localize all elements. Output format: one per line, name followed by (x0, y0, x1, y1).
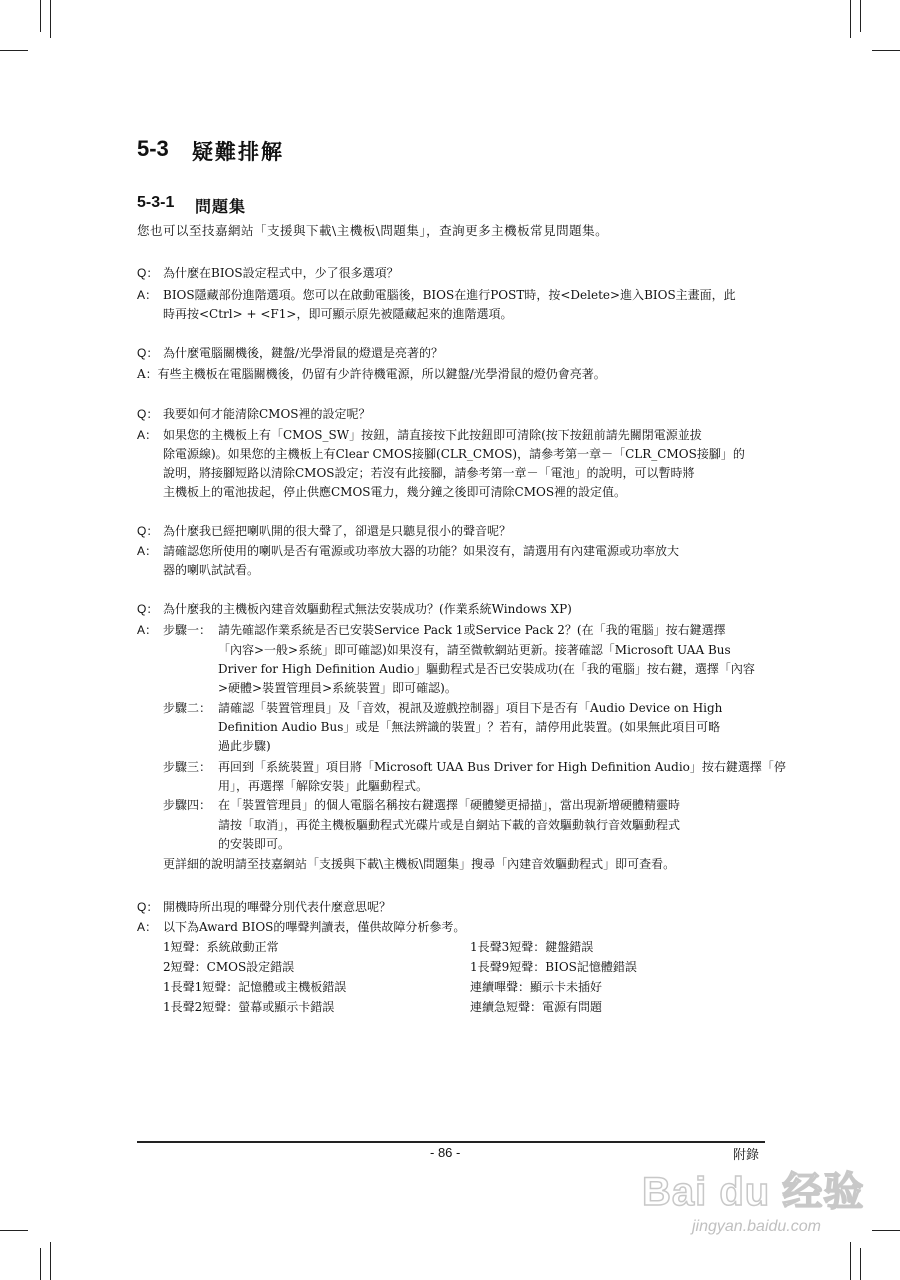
step-1-line: 「內容>一般>系統」即可確認)如果沒有，請至微軟網站更新。接著確認「Microsoft UAA Bus (218, 643, 731, 657)
watermark-url: jingyan.baidu.com (692, 1218, 821, 1235)
answer-6: 以下為Award BIOS的嗶聲判讀表，僅供故障分析參考。 (163, 920, 466, 934)
answer-5-note: 更詳細的說明請至技嘉網站「支援與下載\主機板\問題集」搜尋「內建音效驅動程式」即可查看。 (163, 857, 676, 871)
beep-code: 1短聲：系統啟動正常 (163, 940, 279, 954)
answer-1-line: BIOS隱藏部份進階選項。您可以在啟動電腦後，BIOS在進行POST時，按<Delete>進入BIOS主畫面，此 (163, 288, 736, 302)
answer-label: A： (137, 623, 158, 637)
footer-rule (137, 1141, 765, 1143)
beep-code: 1長聲9短聲：BIOS記憶體錯誤 (470, 960, 637, 974)
question-1: 為什麼在BIOS設定程式中，少了很多選項？ (163, 266, 399, 280)
step-label: 步驟一： (163, 623, 212, 637)
watermark-logo: Bai du 经验 (642, 1170, 865, 1214)
question-6: 開機時所出現的嗶聲分別代表什麼意思呢？ (163, 900, 392, 914)
step-3-line: 再回到「系統裝置」項目將「Microsoft UAA Bus Driver for High Definition Audio」按右鍵選擇「停 (218, 760, 786, 774)
page-number: - 86 - (430, 1145, 461, 1160)
crop-mark (40, 1248, 41, 1280)
question-3: 我要如何才能清除CMOS裡的設定呢？ (163, 407, 371, 421)
question-label: Q： (137, 407, 159, 421)
step-label: 步驟四： (163, 798, 212, 812)
question-label: Q： (137, 266, 159, 280)
question-label: Q： (137, 524, 159, 538)
crop-mark (860, 1248, 861, 1280)
step-label: 步驟三： (163, 760, 212, 774)
step-4-line: 在「裝置管理員」的個人電腦名稱按右鍵選擇「硬體變更掃描」，當出現新增硬體精靈時 (218, 798, 681, 812)
crop-mark (0, 1230, 28, 1231)
crop-mark (850, 1242, 851, 1280)
step-1-line: >硬體>裝置管理員>系統裝置」即可確認)。 (218, 681, 457, 695)
section-number: 5-3 (137, 136, 169, 161)
crop-mark (50, 0, 51, 38)
crop-mark (40, 0, 41, 32)
crop-mark (850, 0, 851, 38)
question-label: Q： (137, 602, 159, 616)
step-1-line: 請先確認作業系統是否已安裝Service Pack 1或Service Pack 2？(在「我的電腦」按右鍵選擇 (218, 623, 726, 637)
crop-mark (860, 0, 861, 32)
answer-label: A： (137, 544, 158, 558)
question-5: 為什麼我的主機板內建音效驅動程式無法安裝成功？(作業系統Windows XP) (163, 602, 572, 616)
question-label: Q： (137, 346, 159, 360)
crop-mark (872, 1230, 900, 1231)
answer-3-line: 如果您的主機板上有「CMOS_SW」按鈕，請直接按下此按鈕即可清除(按下按鈕前請先關閉電源並拔 (163, 428, 702, 442)
beep-code: 1長聲2短聲：螢幕或顯示卡錯誤 (163, 1000, 335, 1014)
crop-mark (0, 50, 28, 51)
step-2-line: 過此步驟) (218, 739, 271, 753)
answer-4-line: 器的喇叭試試看。 (163, 563, 260, 577)
beep-code: 連續急短聲：電源有問題 (470, 1000, 603, 1014)
step-3-line: 用」，再選擇「解除安裝」此驅動程式。 (218, 779, 429, 793)
crop-mark (872, 50, 900, 51)
beep-code: 2短聲：CMOS設定錯誤 (163, 960, 295, 974)
beep-code: 連續嗶聲：顯示卡未插好 (470, 980, 603, 994)
answer-3-line: 主機板上的電池拔起，停止供應CMOS電力，幾分鐘之後即可清除CMOS裡的設定值。 (163, 485, 627, 499)
subsection-title: 問題集 (195, 197, 247, 216)
step-1-line: Driver for High Definition Audio」驅動程式是否已安裝成功(在「我的電腦」按右鍵，選擇「內容 (218, 662, 755, 676)
crop-mark (50, 1242, 51, 1280)
section-title: 疑難排解 (192, 139, 284, 164)
question-label: Q： (137, 900, 159, 914)
answer-2: A：有些主機板在電腦關機後，仍留有少許待機電源，所以鍵盤/光學滑鼠的燈仍會亮著。 (137, 367, 606, 381)
beep-code: 1長聲1短聲：記憶體或主機板錯誤 (163, 980, 347, 994)
step-2-line: Definition Audio Bus」或是「無法辨識的裝置」？若有，請停用此裝置。(如果無此項目可略 (218, 720, 721, 734)
answer-3-line: 除電源線)。如果您的主機板上有Clear CMOS接腳(CLR_CMOS)，請參考第一章－「CLR_CMOS接腳」的 (163, 447, 745, 461)
subsection-number: 5-3-1 (137, 194, 175, 211)
question-4: 為什麼我已經把喇叭開的很大聲了，卻還是只聽見很小的聲音呢？ (163, 524, 512, 538)
question-2: 為什麼電腦關機後，鍵盤/光學滑鼠的燈還是亮著的？ (163, 346, 444, 360)
footer-section-label: 附錄 (733, 1148, 760, 1163)
answer-label: A： (137, 428, 158, 442)
step-2-line: 請確認「裝置管理員」及「音效，視訊及遊戲控制器」項目下是否有「Audio Device on High (218, 701, 723, 715)
beep-code: 1長聲3短聲：鍵盤錯誤 (470, 940, 594, 954)
answer-4-line: 請確認您所使用的喇叭是否有電源或功率放大器的功能？如果沒有，請選用有內建電源或功率放大 (163, 544, 680, 558)
answer-3-line: 說明，將接腳短路以清除CMOS設定；若沒有此接腳，請參考第一章－「電池」的說明，可以暫時將 (163, 466, 695, 480)
intro-text: 您也可以至技嘉網站「支援與下載\主機板\問題集」，查詢更多主機板常見問題集。 (137, 223, 609, 238)
answer-1-line: 時再按<Ctrl> + <F1>，即可顯示原先被隱藏起來的進階選項。 (163, 307, 513, 321)
answer-label: A： (137, 920, 158, 934)
step-4-line: 請按「取消」，再從主機板驅動程式光碟片或是自網站下載的音效驅動執行音效驅動程式 (218, 818, 681, 832)
answer-label: A： (137, 288, 158, 302)
step-label: 步驟二： (163, 701, 212, 715)
step-4-line: 的安裝即可。 (218, 837, 291, 851)
